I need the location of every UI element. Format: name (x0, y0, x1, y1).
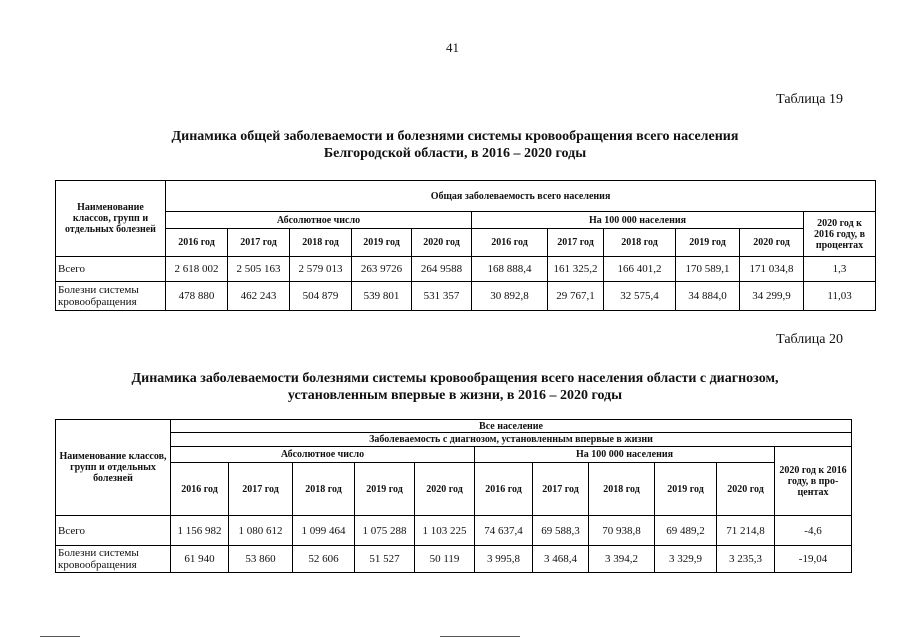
page-number: 41 (446, 40, 459, 55)
table-row (56, 282, 876, 311)
table20-top-header: Все население (171, 420, 852, 433)
table-cell: 3 468,4 (533, 546, 589, 573)
table20-caption: Таблица 20 (776, 332, 843, 347)
table-cell: 170 589,1 (676, 257, 740, 282)
table20-rate-year-header: 2018 год (589, 463, 655, 516)
table-cell: 2 505 163 (228, 257, 290, 282)
table-cell: 29 767,1 (548, 282, 604, 311)
table-cell: 462 243 (228, 282, 290, 311)
table-cell: 52 606 (293, 546, 355, 573)
table-cell: 61 940 (171, 546, 229, 573)
table20-rate-year-header: 2017 год (533, 463, 589, 516)
table19-rate-year-header: 2018 год (604, 229, 676, 257)
table20-rate-year-header: 2019 год (655, 463, 717, 516)
table19-change-header: 2020 год к 2016 году, в процентах (804, 212, 876, 257)
table19-rate-year-header: 2020 год (740, 229, 804, 257)
table20-abs-year-header: 2016 год (171, 463, 229, 516)
table-cell: 1 080 612 (229, 516, 293, 546)
table19-abs-header: Абсолютное число (166, 212, 472, 229)
table19-abs-year-header: 2018 год (290, 229, 352, 257)
table-cell: 171 034,8 (740, 257, 804, 282)
table19-rate-header: На 100 000 населения (472, 212, 804, 229)
table-cell: 69 588,3 (533, 516, 589, 546)
table-cell: 161 325,2 (548, 257, 604, 282)
table20-rate-year-header: 2016 год (475, 463, 533, 516)
table-row (56, 516, 852, 546)
table20-title-line1: Динамика заболеваемости болезнями системы кровообращения всего населения области с диагнозом, (131, 371, 779, 386)
table-cell: 539 801 (352, 282, 412, 311)
table19-title-line1: Динамика общей заболеваемости и болезнями системы кровообращения всего населения (171, 129, 739, 144)
table20-rate-header: На 100 000 населения (475, 447, 775, 463)
table19-abs-year-header: 2020 год (412, 229, 472, 257)
table20-abs-header: Абсолютное число (171, 447, 475, 463)
table20-title (40, 370, 870, 404)
table-cell: 71 214,8 (717, 516, 775, 546)
table19-abs-year-header: 2019 год (352, 229, 412, 257)
row-name: Всего (56, 516, 171, 546)
table-cell: 51 527 (355, 546, 415, 573)
table19-name-header: Наименование классов, групп и отдельных болезней (56, 181, 166, 257)
table-cell: 3 329,9 (655, 546, 717, 573)
row-name: Болезни системы кровообращения (56, 282, 166, 311)
table20-title-line2: установленным впервые в жизни, в 2016 – 2020 годы (287, 388, 623, 403)
table-cell: 50 119 (415, 546, 475, 573)
table19 (55, 180, 876, 311)
table-cell: -4,6 (775, 516, 852, 546)
table19-rate-year-header: 2019 год (676, 229, 740, 257)
table-cell: 53 860 (229, 546, 293, 573)
table19-top-header: Общая заболеваемость всего населения (166, 181, 876, 212)
table20-abs-year-header: 2020 год (415, 463, 475, 516)
scan-artifact-line (440, 636, 520, 637)
table-cell: 1 099 464 (293, 516, 355, 546)
table-cell: 1 075 288 (355, 516, 415, 546)
table-cell: 531 357 (412, 282, 472, 311)
table-cell: 30 892,8 (472, 282, 548, 311)
table-cell: 478 880 (166, 282, 228, 311)
scan-artifact-line (40, 636, 80, 637)
table19-caption: Таблица 19 (776, 92, 843, 107)
table-cell: 1 156 982 (171, 516, 229, 546)
table20-rate-year-header: 2020 год (717, 463, 775, 516)
table19-abs-year-header: 2017 год (228, 229, 290, 257)
table20-abs-year-header: 2018 год (293, 463, 355, 516)
table-cell: 34 884,0 (676, 282, 740, 311)
table-cell: 70 938,8 (589, 516, 655, 546)
table-cell: 32 575,4 (604, 282, 676, 311)
table-cell: 1,3 (804, 257, 876, 282)
table20-name-header: Наименование классов, групп и отдельных болезней (56, 420, 171, 516)
table-cell: 3 235,3 (717, 546, 775, 573)
table-cell: 264 9588 (412, 257, 472, 282)
table19-rate-year-header: 2016 год (472, 229, 548, 257)
table20-abs-year-header: 2017 год (229, 463, 293, 516)
table-cell: 263 9726 (352, 257, 412, 282)
table-cell: 3 394,2 (589, 546, 655, 573)
table-cell: 34 299,9 (740, 282, 804, 311)
row-name: Всего (56, 257, 166, 282)
table19-rate-year-header: 2017 год (548, 229, 604, 257)
table-cell: 2 618 002 (166, 257, 228, 282)
table19-title-line2: Белгородской области, в 2016 – 2020 годы (323, 146, 587, 161)
table-row (56, 546, 852, 573)
table-cell: 504 879 (290, 282, 352, 311)
table20-sub-header: Заболеваемость с диагнозом, установленным впервые в жизни (171, 433, 852, 447)
table-row (56, 257, 876, 282)
table-cell: 1 103 225 (415, 516, 475, 546)
table-cell: 74 637,4 (475, 516, 533, 546)
table-cell: 11,03 (804, 282, 876, 311)
table20-abs-year-header: 2019 год (355, 463, 415, 516)
table-cell: 3 995,8 (475, 546, 533, 573)
table-cell: 166 401,2 (604, 257, 676, 282)
table19-abs-year-header: 2016 год (166, 229, 228, 257)
table20 (55, 419, 852, 573)
table-cell: 69 489,2 (655, 516, 717, 546)
row-name: Болезни системы кровообращения (56, 546, 171, 573)
table-cell: 168 888,4 (472, 257, 548, 282)
table-cell: -19,04 (775, 546, 852, 573)
table-cell: 2 579 013 (290, 257, 352, 282)
table20-change-header: 2020 год к 2016 году, в про-центах (775, 447, 852, 516)
table19-title (40, 128, 870, 162)
